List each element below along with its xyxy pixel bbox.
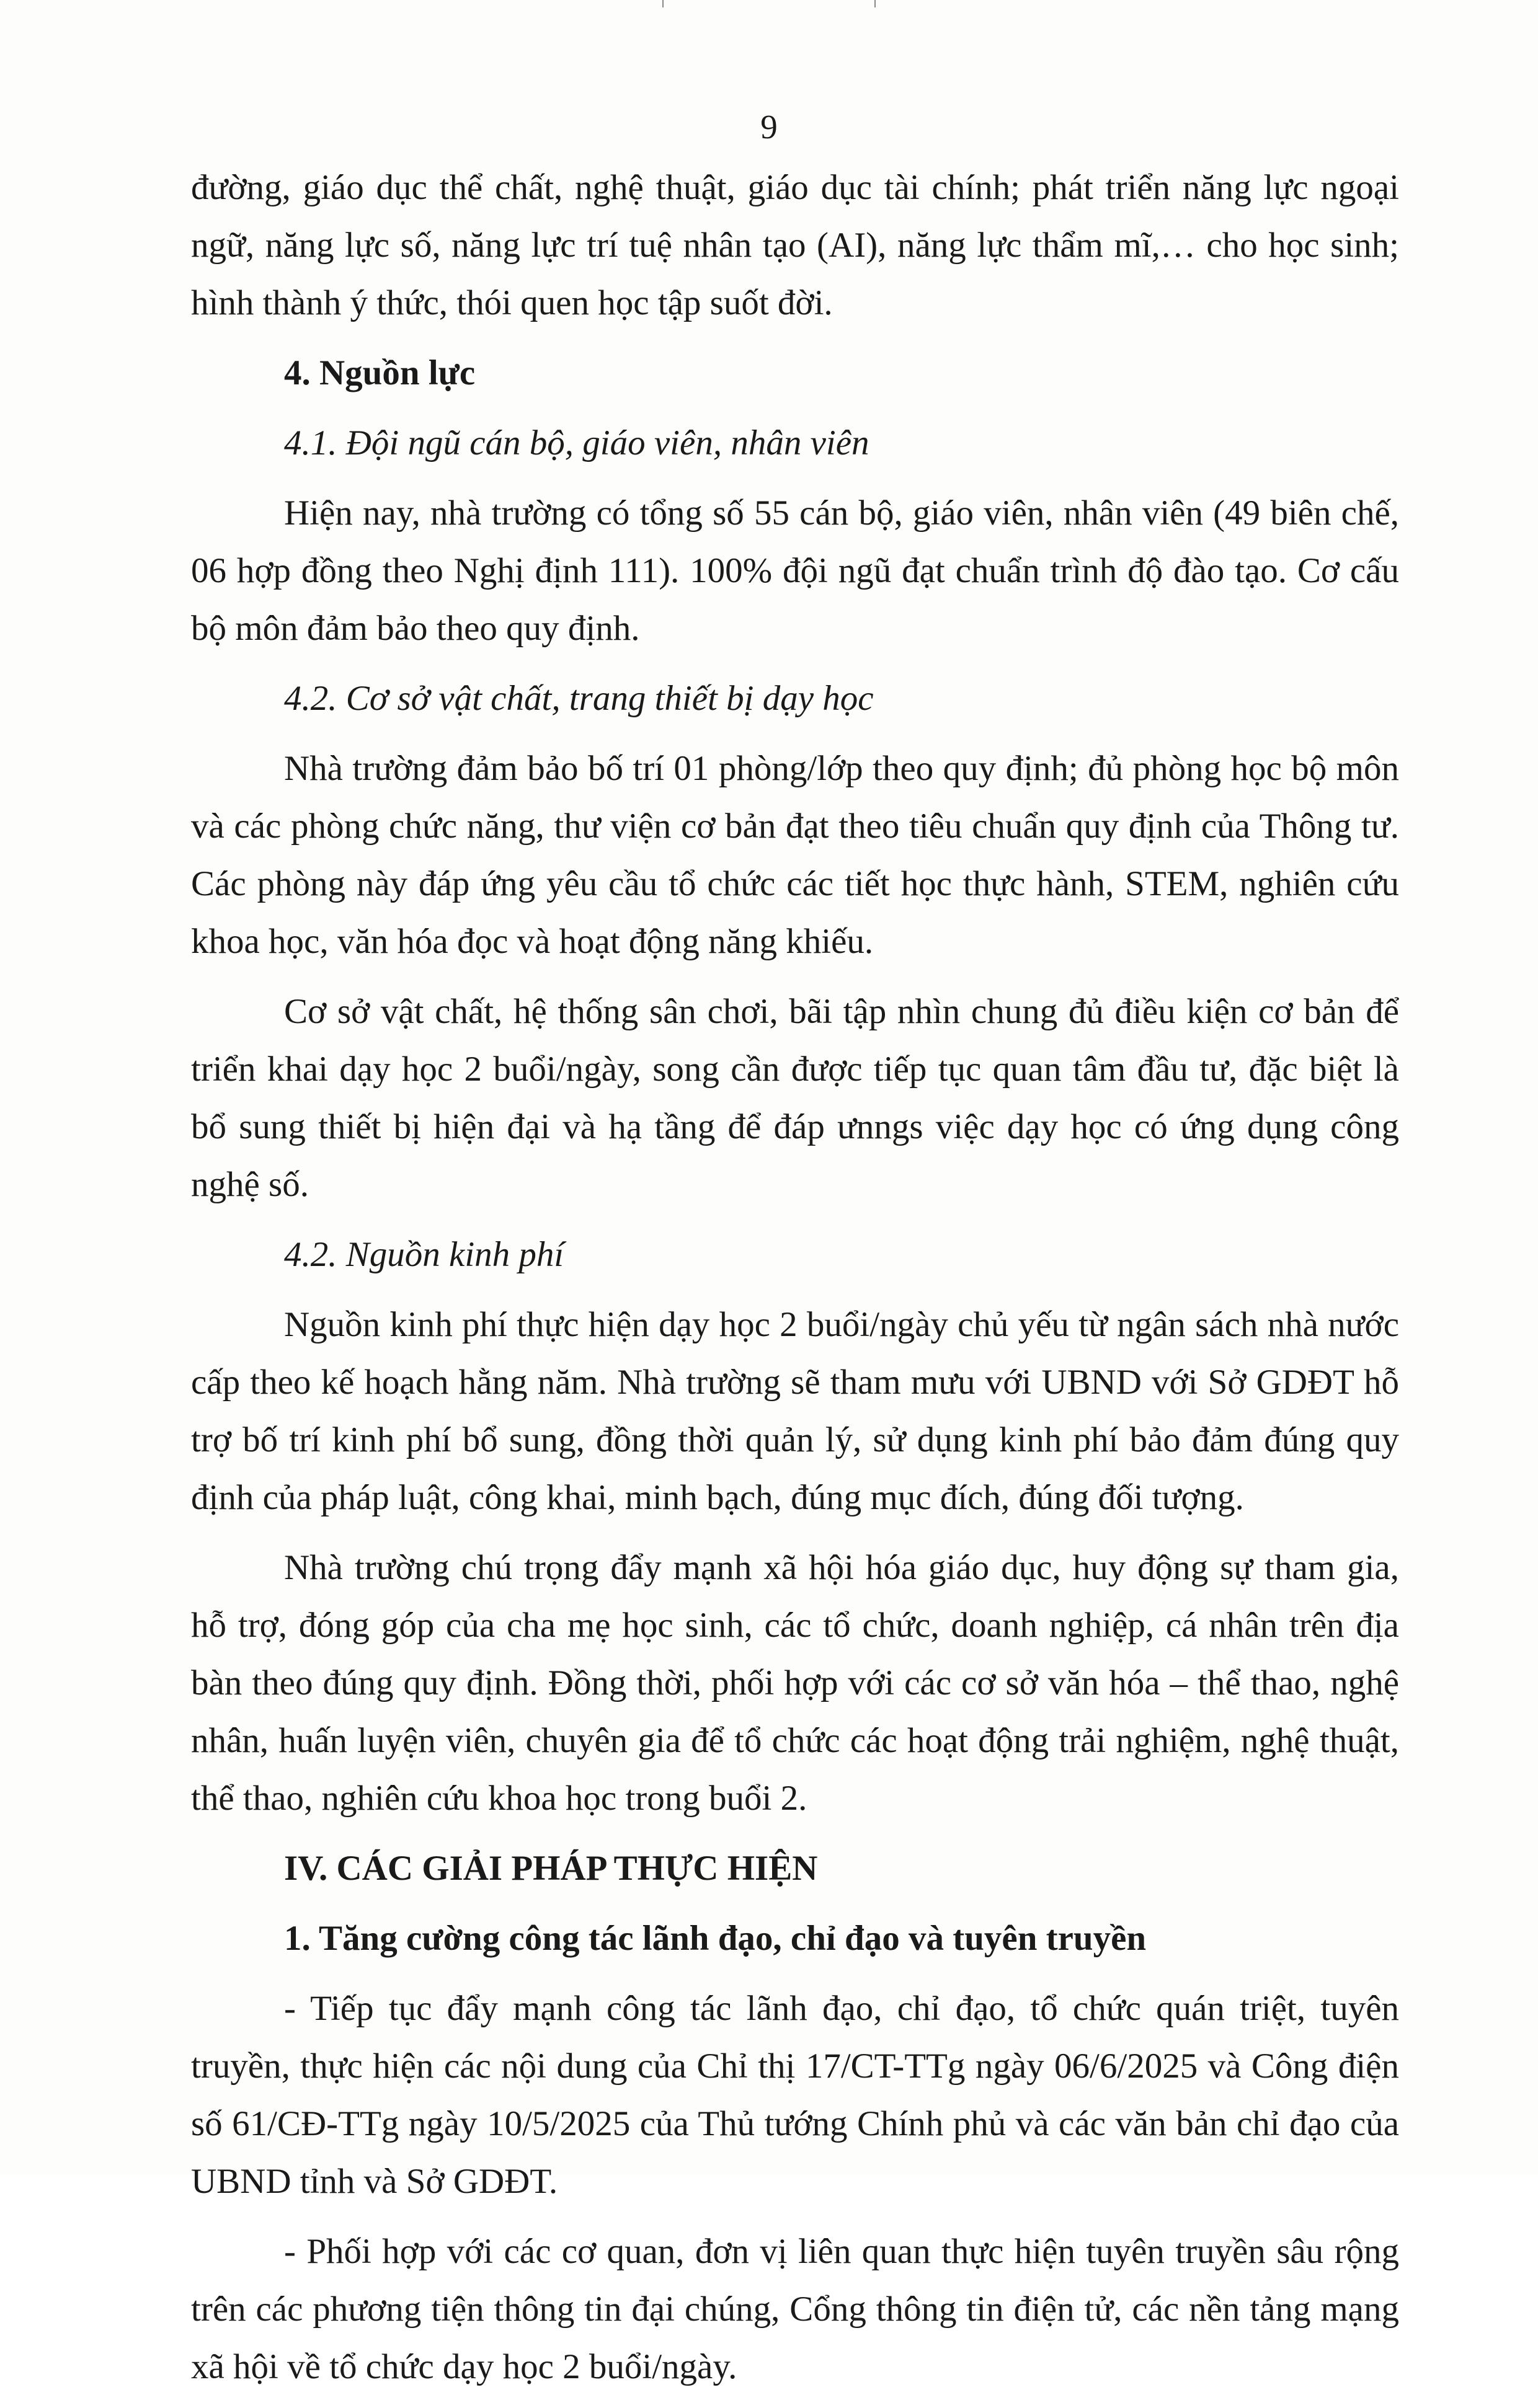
paragraph-funding-1: Nguồn kinh phí thực hiện dạy học 2 buổi/ngày chủ yếu từ ngân sách nhà nước cấp theo kế hoạch hằng năm. Nhà trường sẽ tham mưu với UBND với Sở GDĐT hỗ trợ bố trí kinh phí bổ sung, đồng thời quản lý, sử dụng kinh phí bảo đảm đúng quy định của pháp luật, công khai, minh bạch, đúng mục đích, đúng đối tượng. — [191, 1305, 1399, 1517]
section-heading-resources: 4. Nguồn lực — [284, 353, 476, 392]
document-body — [191, 159, 1399, 2408]
paragraph-continuation: đường, giáo dục thể chất, nghệ thuật, giáo dục tài chính; phát triển năng lực ngoại ngữ, năng lực số, năng lực trí tuệ nhân tạo (AI), năng lực thẩm mĩ,… cho học sinh; hình thành ý thức, thói quen học tập suốt đời. — [191, 168, 1399, 322]
subheading-funding: 4.2. Nguồn kinh phí — [284, 1235, 564, 1274]
page-number: 9 — [760, 108, 778, 146]
paragraph-leadership-1: - Tiếp tục đẩy mạnh công tác lãnh đạo, chỉ đạo, tổ chức quán triệt, tuyên truyền, thực hiện các nội dung của Chỉ thị 17/CT-TTg ngày 06/6/2025 và Công điện số 61/CĐ-TTg ngày 10/5/2025 của Thủ tướng Chính phủ và các văn bản chỉ đạo của UBND tỉnh và Sở GDĐT. — [191, 1989, 1399, 2201]
paragraph-staff: Hiện nay, nhà trường có tổng số 55 cán bộ, giáo viên, nhân viên (49 biên chế, 06 hợp đồng theo Nghị định 111). 100% đội ngũ đạt chuẩn trình độ đào tạo. Cơ cấu bộ môn đảm bảo theo quy định. — [191, 494, 1399, 648]
paragraph-facilities-1: Nhà trường đảm bảo bố trí 01 phòng/lớp theo quy định; đủ phòng học bộ môn và các phòng chức năng, thư viện cơ bản đạt theo tiêu chuẩn quy định của Thông tư. Các phòng này đáp ứng yêu cầu tổ chức các tiết học thực hành, STEM, nghiên cứu khoa học, văn hóa đọc và hoạt động năng khiếu. — [191, 749, 1399, 961]
subheading-facilities: 4.2. Cơ sở vật chất, trang thiết bị dạy học — [284, 679, 874, 718]
scan-mark — [662, 0, 664, 7]
scan-mark — [874, 0, 876, 7]
section-heading-solutions: IV. CÁC GIẢI PHÁP THỰC HIỆN — [284, 1849, 818, 1888]
subheading-staff: 4.1. Đội ngũ cán bộ, giáo viên, nhân viên — [284, 423, 869, 463]
section-heading-leadership: 1. Tăng cường công tác lãnh đạo, chỉ đạo và tuyên truyền — [284, 1919, 1147, 1958]
paragraph-funding-2: Nhà trường chú trọng đẩy mạnh xã hội hóa giáo dục, huy động sự tham gia, hỗ trợ, đóng góp của cha mẹ học sinh, các tổ chức, doanh nghiệp, cá nhân trên địa bàn theo đúng quy định. Đồng thời, phối hợp với các cơ sở văn hóa – thể thao, nghệ nhân, huấn luyện viên, chuyên gia để tổ chức các hoạt động trải nghiệm, nghệ thuật, thể thao, nghiên cứu khoa học trong buổi 2. — [191, 1548, 1399, 1818]
paragraph-leadership-2: - Phối hợp với các cơ quan, đơn vị liên quan thực hiện tuyên truyền sâu rộng trên các phương tiện thông tin đại chúng, Cổng thông tin điện tử, các nền tảng mạng xã hội về tổ chức dạy học 2 buổi/ngày. — [191, 2232, 1399, 2386]
paragraph-facilities-2: Cơ sở vật chất, hệ thống sân chơi, bãi tập nhìn chung đủ điều kiện cơ bản để triển khai dạy học 2 buổi/ngày, song cần được tiếp tục quan tâm đầu tư, đặc biệt là bổ sung thiết bị hiện đại và hạ tầng để đáp ưnngs việc dạy học có ứng dụng công nghệ số. — [191, 992, 1399, 1204]
